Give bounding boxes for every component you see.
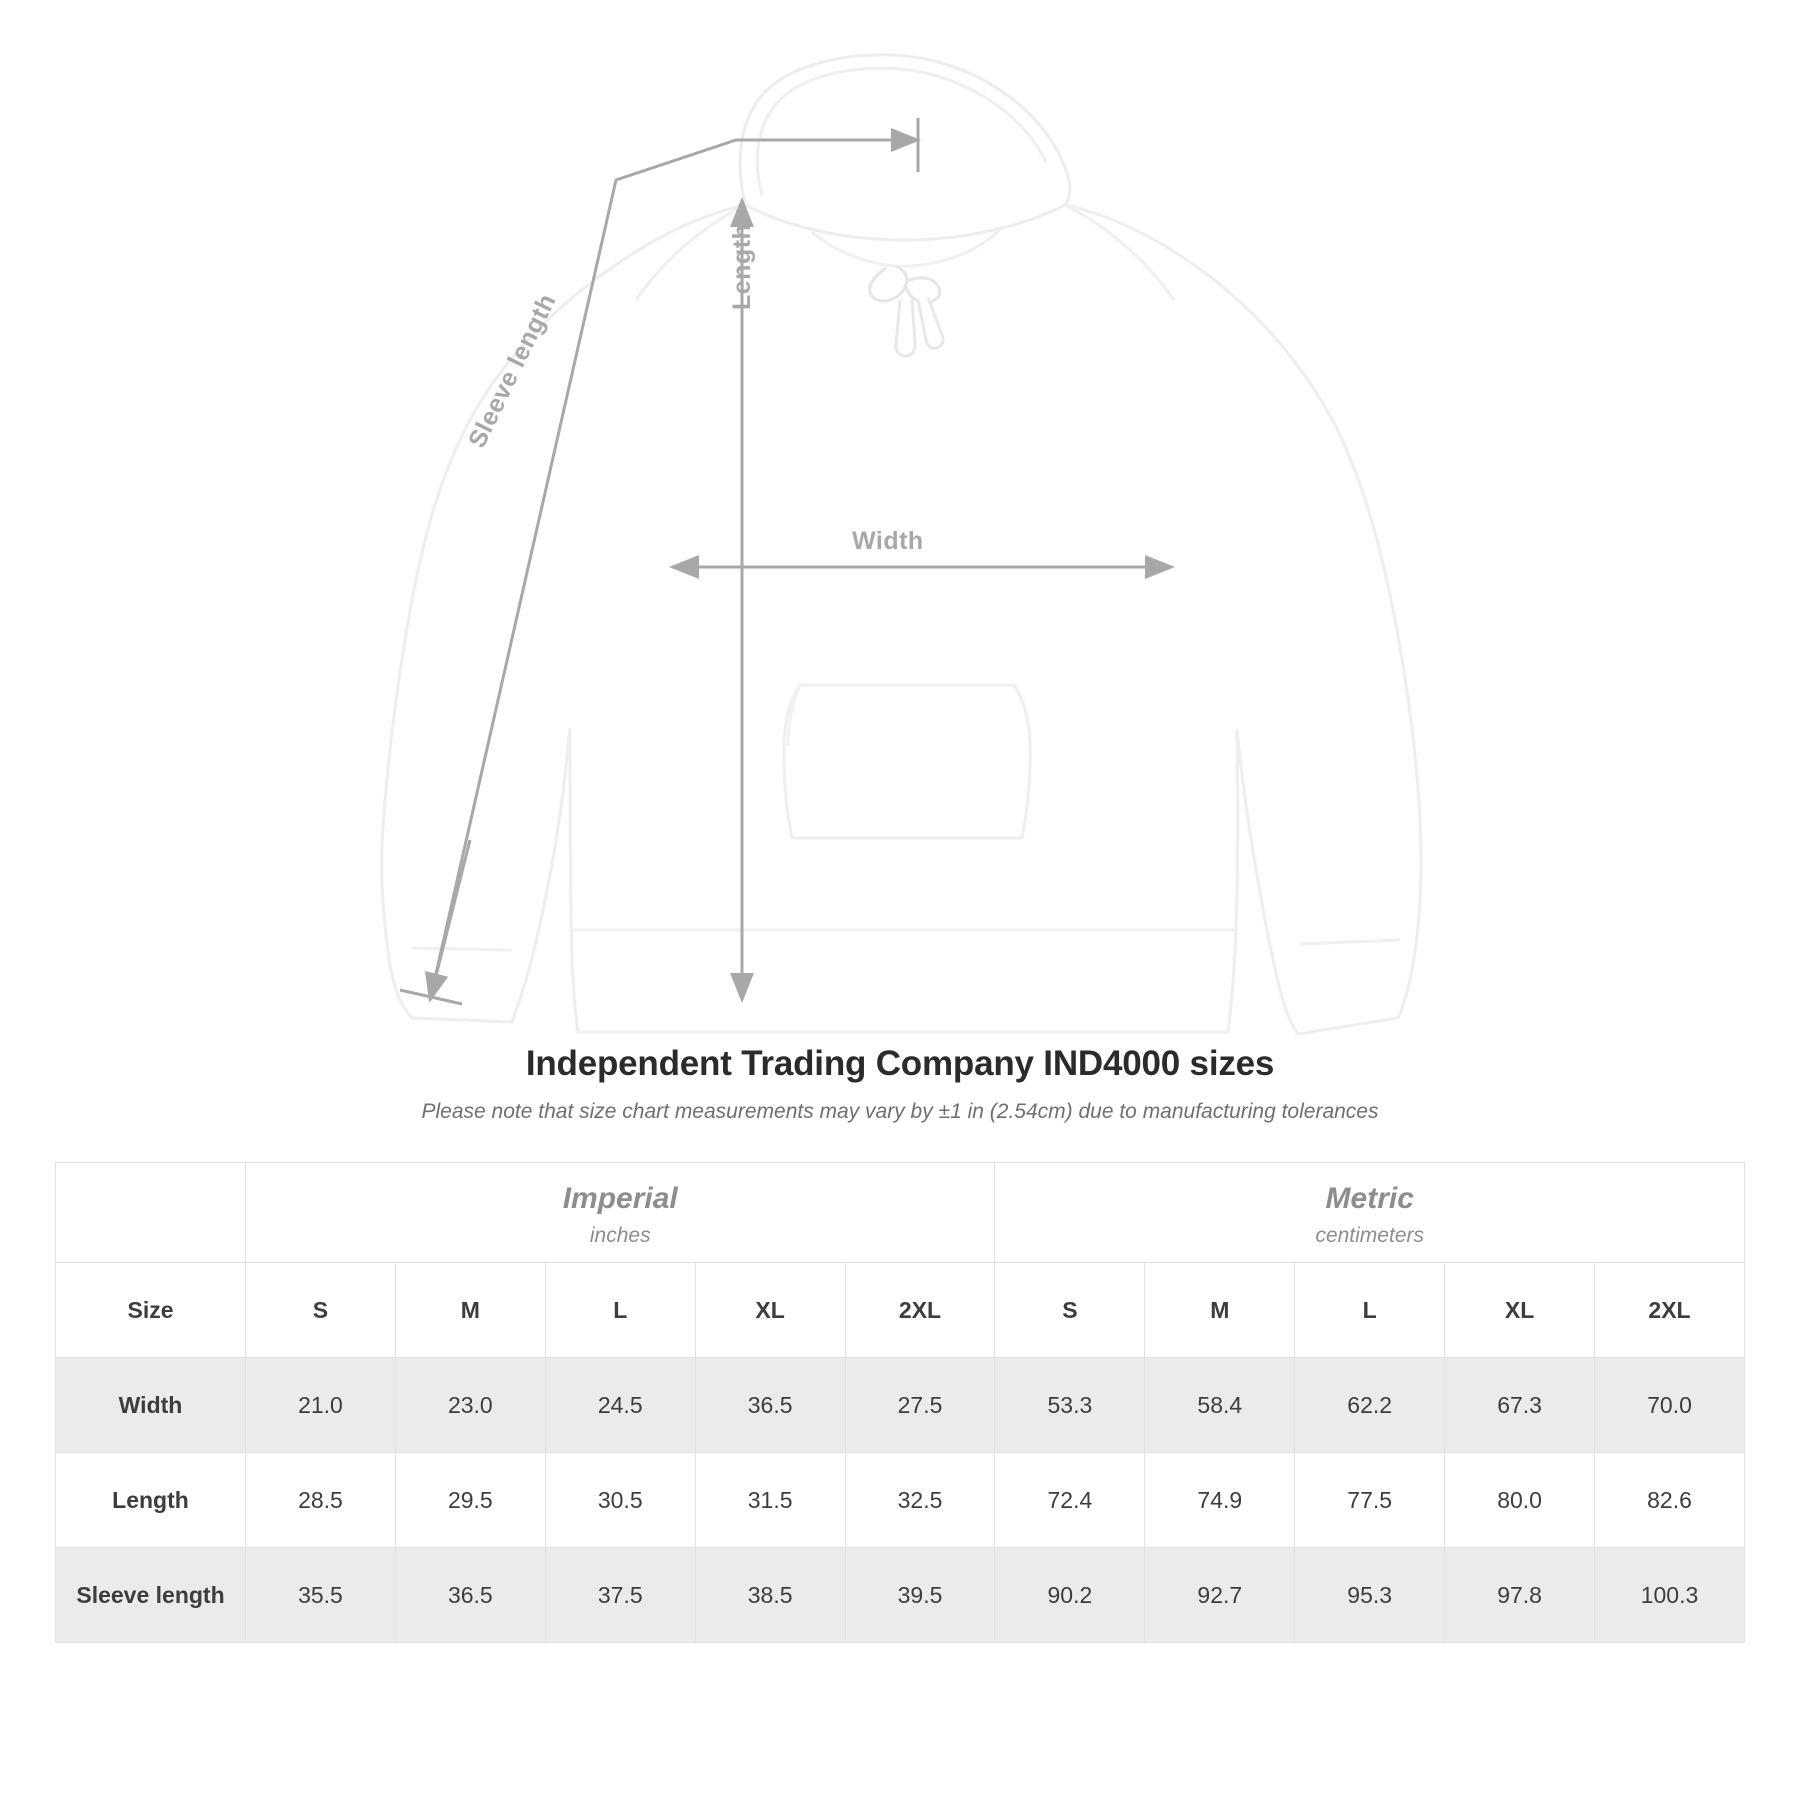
width-dimension-label: Width xyxy=(852,527,924,555)
table-cell: 97.8 xyxy=(1445,1548,1595,1643)
size-header-cell: L xyxy=(545,1263,695,1358)
row-label-length: Length xyxy=(56,1453,246,1548)
table-cell: 23.0 xyxy=(395,1358,545,1453)
unit-header-metric xyxy=(995,1163,1745,1263)
table-cell: 90.2 xyxy=(995,1548,1145,1643)
table-cell: 80.0 xyxy=(1445,1453,1595,1548)
length-dimension-label: Length xyxy=(728,223,756,310)
unit-name-metric: Metric xyxy=(1325,1182,1414,1215)
unit-header-blank xyxy=(56,1163,246,1263)
size-table xyxy=(55,1162,1745,1643)
table-row xyxy=(56,1453,1745,1548)
table-cell: 27.5 xyxy=(845,1358,995,1453)
table-cell: 74.9 xyxy=(1145,1453,1295,1548)
table-cell: 62.2 xyxy=(1295,1358,1445,1453)
table-cell: 95.3 xyxy=(1295,1548,1445,1643)
table-cell: 100.3 xyxy=(1595,1548,1745,1643)
unit-header-imperial xyxy=(246,1163,995,1263)
table-cell: 72.4 xyxy=(995,1453,1145,1548)
table-cell: 29.5 xyxy=(395,1453,545,1548)
size-header-cell: S xyxy=(995,1263,1145,1358)
row-label-width: Width xyxy=(56,1358,246,1453)
table-cell: 31.5 xyxy=(695,1453,845,1548)
table-cell: 36.5 xyxy=(395,1548,545,1643)
table-cell: 21.0 xyxy=(246,1358,396,1453)
unit-system-header-row xyxy=(56,1163,1745,1263)
unit-sub-imperial: inches xyxy=(589,1224,651,1247)
size-header-cell: L xyxy=(1295,1263,1445,1358)
table-cell: 35.5 xyxy=(246,1548,396,1643)
row-label-sleeve-length: Sleeve length xyxy=(56,1548,246,1643)
size-table-wrapper xyxy=(55,1162,1745,1643)
table-cell: 82.6 xyxy=(1595,1453,1745,1548)
size-header-cell: M xyxy=(395,1263,545,1358)
table-cell: 30.5 xyxy=(545,1453,695,1548)
tolerance-note: Please note that size chart measurements may vary by ±1 in (2.54cm) due to manufacturing tolerances xyxy=(421,1100,1379,1123)
table-cell: 53.3 xyxy=(995,1358,1145,1453)
unit-name-imperial: Imperial xyxy=(562,1182,678,1215)
unit-sub-metric: centimeters xyxy=(1315,1224,1424,1247)
size-header-cell: 2XL xyxy=(845,1263,995,1358)
size-header-cell: XL xyxy=(695,1263,845,1358)
table-cell: 92.7 xyxy=(1145,1548,1295,1643)
title-block xyxy=(0,1044,1800,1124)
table-row xyxy=(56,1548,1745,1643)
table-cell: 28.5 xyxy=(246,1453,396,1548)
table-cell: 58.4 xyxy=(1145,1358,1295,1453)
size-header-cell: 2XL xyxy=(1595,1263,1745,1358)
table-cell: 32.5 xyxy=(845,1453,995,1548)
size-header-label: Size xyxy=(56,1263,246,1358)
table-cell: 39.5 xyxy=(845,1548,995,1643)
table-cell: 38.5 xyxy=(695,1548,845,1643)
table-cell: 36.5 xyxy=(695,1358,845,1453)
size-header-row xyxy=(56,1263,1745,1358)
table-row xyxy=(56,1358,1745,1453)
table-cell: 77.5 xyxy=(1295,1453,1445,1548)
size-header-cell: S xyxy=(246,1263,396,1358)
size-header-cell: M xyxy=(1145,1263,1295,1358)
table-cell: 24.5 xyxy=(545,1358,695,1453)
table-cell: 37.5 xyxy=(545,1548,695,1643)
page-title: Independent Trading Company IND4000 sizes xyxy=(525,1044,1275,1083)
table-cell: 70.0 xyxy=(1595,1358,1745,1453)
size-header-cell: XL xyxy=(1445,1263,1595,1358)
sleeve-length-dimension-label: Sleeve length xyxy=(463,289,562,453)
table-cell: 67.3 xyxy=(1445,1358,1595,1453)
